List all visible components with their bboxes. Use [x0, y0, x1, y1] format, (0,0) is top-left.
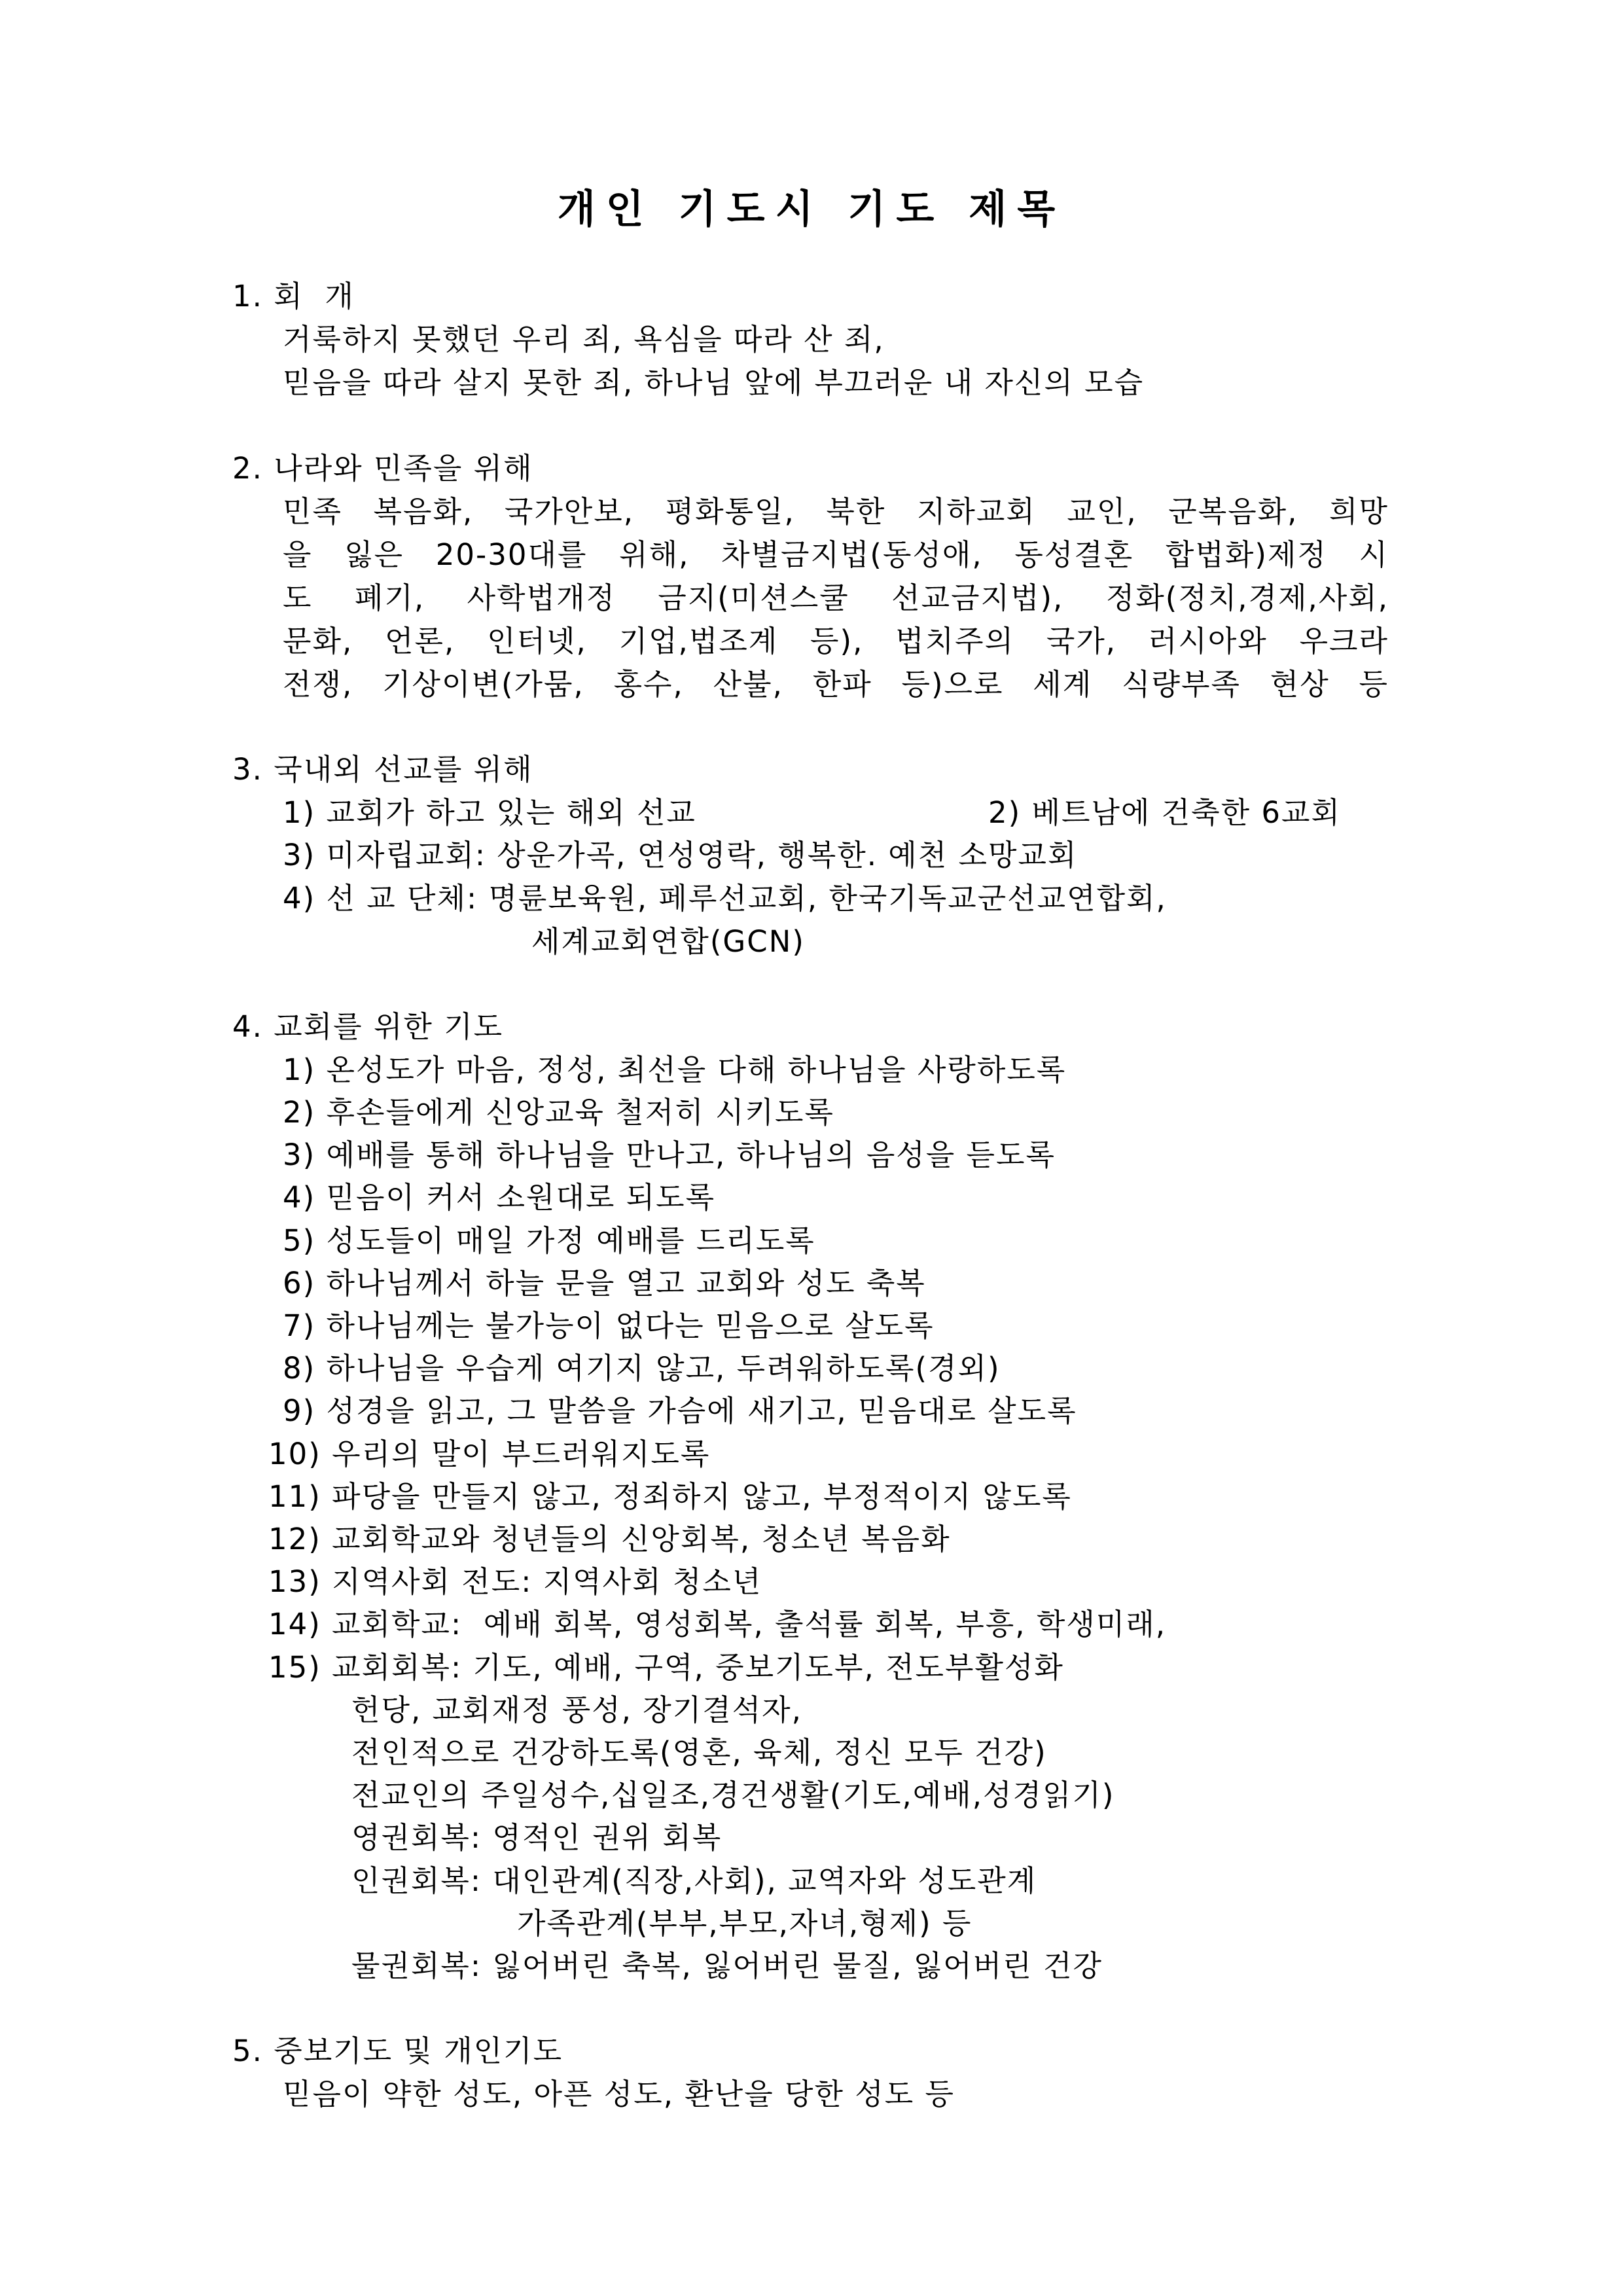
list-item: 12) 교회학교와 청년들의 신앙회복, 청소년 복음화 — [268, 1522, 951, 1556]
list-item: 1) 교회가 하고 있는 해외 선교 — [283, 795, 696, 830]
list-item: 14) 교회학교: 예배 회복, 영성회복, 출석률 회복, 부흥, 학생미래, — [268, 1607, 1167, 1641]
body-line: 민족 복음화, 국가안보, 평화통일, 북한 지하교회 교인, 군복음화, 희망 — [283, 494, 1389, 529]
list-item: 13) 지역사회 전도: 지역사회 청소년 — [268, 1564, 762, 1599]
body-line: 믿음이 약한 성도, 아픈 성도, 환난을 당한 성도 등 — [283, 2077, 955, 2111]
body-line: 문화, 언론, 인터넷, 기업,법조계 등), 법치주의 국가, 러시아와 우크라 — [283, 624, 1389, 658]
list-item-continuation: 가족관계(부부,부모,자녀,형제) 등 — [517, 1906, 972, 1941]
body-line: 전쟁, 기상이변(가뭄, 홍수, 산불, 한파 등)으로 세계 식량부족 현상 등 — [283, 667, 1389, 702]
list-item: 2) 베트남에 건축한 6교회 — [988, 795, 1341, 830]
list-item: 15) 교회회복: 기도, 예배, 구역, 중보기도부, 전도부활성화 — [268, 1650, 1064, 1685]
list-item-continuation: 영권회복: 영적인 권위 회복 — [351, 1820, 722, 1855]
list-item: 7) 하나님께는 불가능이 없다는 믿음으로 살도록 — [283, 1308, 935, 1343]
body-line: 을 잃은 20-30대를 위해, 차별금지법(동성애, 동성결혼 합법화)제정 시 — [283, 537, 1389, 572]
list-item: 8) 하나님을 우습게 여기지 않고, 두려워하도록(경외) — [283, 1351, 1001, 1386]
body-line: 거룩하지 못했던 우리 죄, 욕심을 따라 산 죄, — [283, 322, 885, 357]
list-item-continuation: 세계교회연합(GCN) — [531, 924, 805, 959]
body-line: 믿음을 따라 살지 못한 죄, 하나님 앞에 부끄러운 내 자신의 모습 — [283, 365, 1145, 400]
list-item: 1) 온성도가 마음, 정성, 최선을 다해 하나님을 사랑하도록 — [283, 1052, 1067, 1087]
list-item: 4) 믿음이 커서 소원대로 되도록 — [283, 1180, 716, 1215]
page-title: 개인 기도시 기도 제목 — [557, 187, 1066, 232]
list-item: 3) 미자립교회: 상운가곡, 연성영락, 행복한. 예천 소망교회 — [283, 838, 1078, 872]
list-item: 9) 성경을 읽고, 그 말씀을 가슴에 새기고, 믿음대로 살도록 — [283, 1393, 1077, 1428]
section-heading: 3. 국내외 선교를 위해 — [232, 752, 533, 787]
section-heading: 5. 중보기도 및 개인기도 — [232, 2034, 563, 2068]
list-item: 10) 우리의 말이 부드러워지도록 — [268, 1437, 711, 1471]
list-item-continuation: 전인적으로 건강하도록(영혼, 육체, 정신 모두 건강) — [351, 1735, 1047, 1770]
list-item-continuation: 전교인의 주일성수,십일조,경건생활(기도,예배,성경읽기) — [351, 1778, 1115, 1812]
list-item-continuation: 물권회복: 잃어버린 축복, 잃어버린 물질, 잃어버린 건강 — [351, 1948, 1103, 1983]
list-item-continuation: 헌당, 교회재정 풍성, 장기결석자, — [351, 1693, 802, 1727]
body-line: 도 폐기, 사학법개정 금지(미션스쿨 선교금지법), 정화(정치,경제,사회, — [283, 581, 1389, 615]
section-heading: 2. 나라와 민족을 위해 — [232, 451, 533, 486]
list-item: 5) 성도들이 매일 가정 예배를 드리도록 — [283, 1223, 815, 1258]
list-item: 3) 예배를 통해 하나님을 만나고, 하나님의 음성을 듣도록 — [283, 1138, 1056, 1172]
list-item: 4) 선 교 단체: 명륜보육원, 페루선교회, 한국기독교군선교연합회, — [283, 881, 1167, 916]
section-heading: 4. 교회를 위한 기도 — [232, 1009, 504, 1044]
section-heading: 1. 회 개 — [232, 279, 355, 314]
list-item: 11) 파당을 만들지 않고, 정죄하지 않고, 부정적이지 않도록 — [268, 1479, 1072, 1514]
list-item: 6) 하나님께서 하늘 문을 열고 교회와 성도 축복 — [283, 1266, 926, 1300]
list-item: 2) 후손들에게 신앙교육 철저히 시키도록 — [283, 1095, 834, 1130]
list-item-continuation: 인권회복: 대인관계(직장,사회), 교역자와 성도관계 — [351, 1863, 1037, 1898]
